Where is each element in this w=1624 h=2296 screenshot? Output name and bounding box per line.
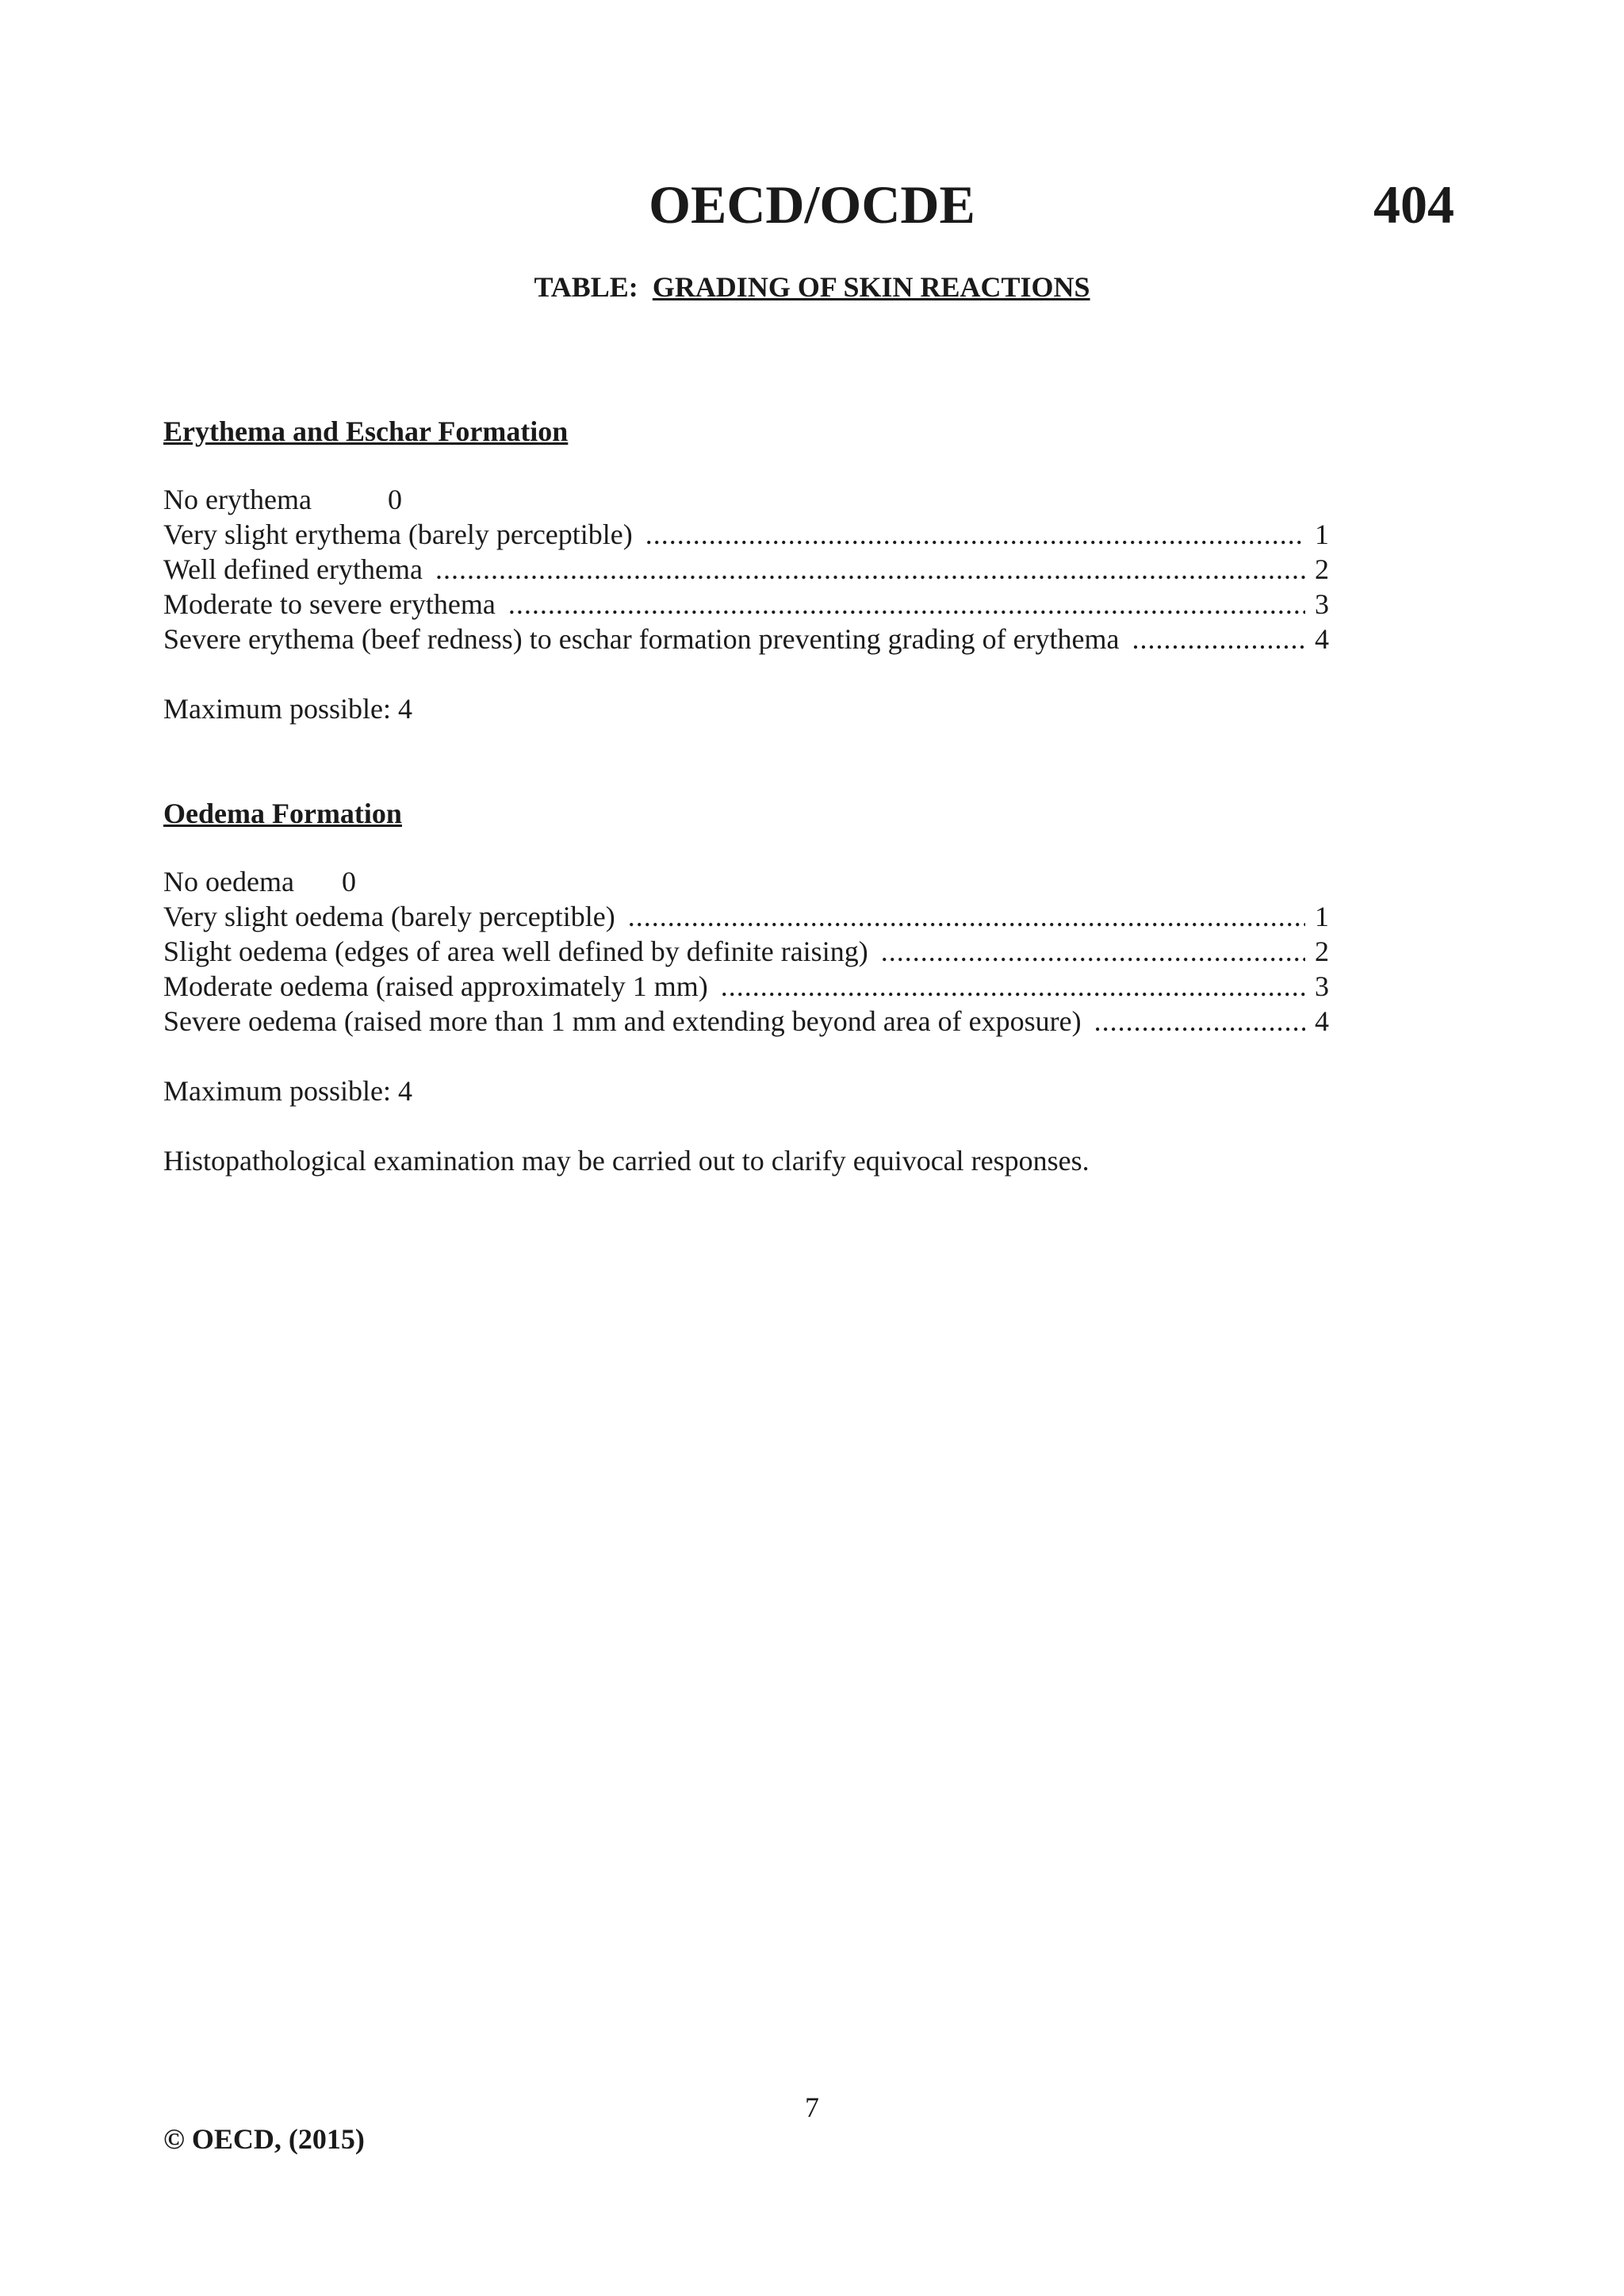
row-score: 0 [387, 484, 402, 515]
erythema-row [163, 622, 1329, 656]
row-label: No erythema [163, 484, 312, 515]
row-label: Severe oedema (raised more than 1 mm and extending beyond area of exposure) [163, 1005, 1082, 1037]
row-label: Moderate oedema (raised approximately 1 mm) [163, 970, 708, 1002]
histopathology-note: Histopathological examination may be carried out to clarify equivocal responses. [163, 1145, 1090, 1177]
dot-leader [423, 552, 1305, 587]
guideline-number: 404 [1373, 174, 1454, 235]
row-score: 3 [1315, 588, 1329, 620]
dot-leader [1082, 1004, 1305, 1039]
row-score: 4 [1315, 1005, 1329, 1037]
row-score: 2 [1315, 553, 1329, 585]
row-label: Slight oedema (edges of area well defined by definite raising) [163, 936, 868, 967]
dot-leader [615, 899, 1305, 934]
row-score: 0 [341, 866, 356, 897]
dot-leader [868, 934, 1305, 969]
row-score: 3 [1315, 970, 1329, 1002]
table-title [0, 270, 1624, 304]
row-score: 1 [1315, 901, 1329, 932]
row-label: Very slight oedema (barely perceptible) [163, 901, 615, 932]
oedema-row [163, 1004, 1329, 1039]
erythema-row [163, 587, 1329, 622]
row-label: No oedema [163, 866, 294, 897]
dot-leader [708, 969, 1305, 1004]
page-number: 7 [805, 2091, 819, 2123]
row-score: 4 [1315, 623, 1329, 655]
row-label: Moderate to severe erythema [163, 588, 496, 620]
erythema-row [163, 552, 1329, 587]
dot-leader [496, 587, 1305, 622]
dot-leader [1120, 622, 1306, 656]
row-label: Severe erythema (beef redness) to eschar formation preventing grading of erythema [163, 623, 1120, 655]
dot-leader [633, 517, 1305, 552]
oedema-section-heading: Oedema Formation [163, 798, 402, 829]
table-title-prefix: TABLE: [534, 271, 638, 303]
oedema-row [163, 934, 1329, 969]
erythema-row [163, 517, 1329, 552]
oedema-row [163, 899, 1329, 934]
row-label: Well defined erythema [163, 553, 423, 585]
document-title: OECD/OCDE [649, 174, 975, 235]
oedema-row [163, 864, 356, 899]
copyright-notice: © OECD, (2015) [163, 2123, 365, 2155]
row-score: 1 [1315, 519, 1329, 550]
erythema-section-heading: Erythema and Eschar Formation [163, 415, 569, 447]
erythema-row [163, 482, 402, 517]
oedema-maximum: Maximum possible: 4 [163, 1075, 412, 1107]
oedema-row [163, 969, 1329, 1004]
row-label: Very slight erythema (barely perceptible) [163, 519, 633, 550]
erythema-maximum: Maximum possible: 4 [163, 693, 412, 725]
row-score: 2 [1315, 936, 1329, 967]
table-title-text: GRADING OF SKIN REACTIONS [652, 271, 1090, 303]
